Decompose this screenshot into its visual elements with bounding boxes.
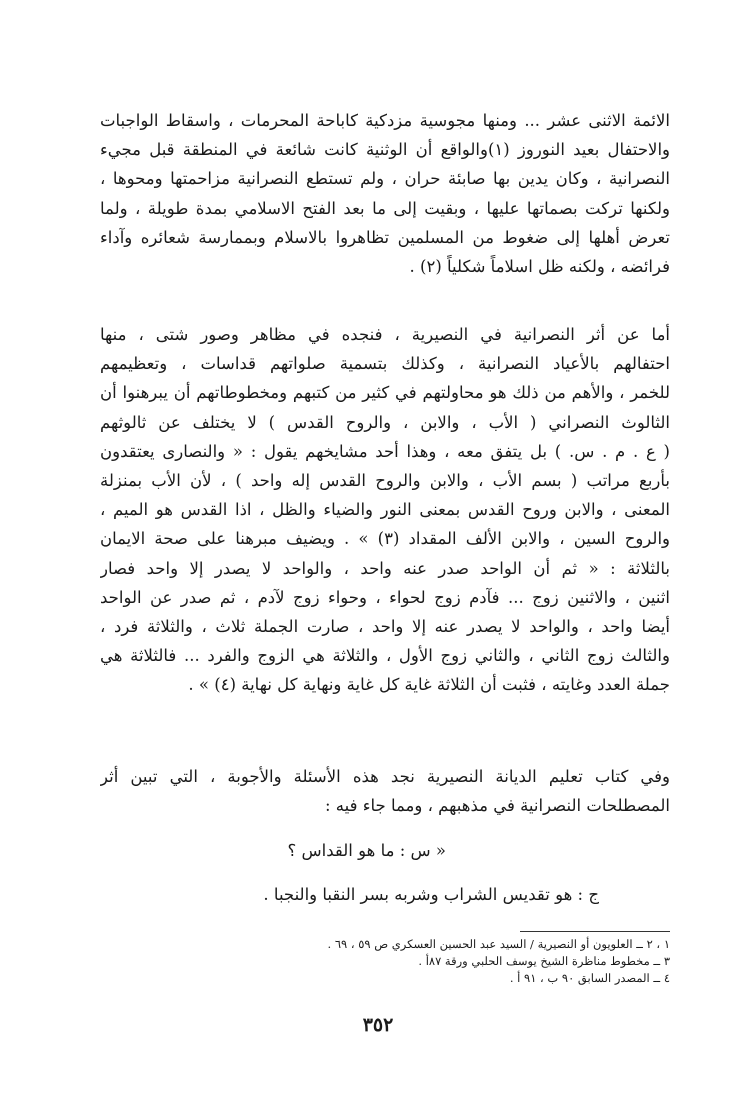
question-line: « س : ما هو القداس ؟ bbox=[287, 841, 446, 860]
text-line: بأربع مراتب ( بسم الأب ، والابن والروح القدس إله واحد ) ، لأن الأب بمنزلة bbox=[100, 471, 670, 491]
text-line: الائمة الاثنى عشر ... ومنها مجوسية مزدكية كاباحة المحرمات ، واسقاط الواجبات bbox=[100, 111, 670, 130]
answer-line: ج : هو تقديس الشراب وشربه بسر النقبا والنجبا . bbox=[263, 885, 599, 904]
text-line: احتفالهم بالأعياد النصرانية ، وكذلك بتسمية صلواتهم قداسات ، وتعظيمهم bbox=[100, 354, 670, 374]
text-line: المعنى ، والابن وروح القدس بمعنى النور والضياء والظل ، اذا القدس هو الميم ، bbox=[100, 500, 670, 520]
text-line: أيضا واحد ، والواحد لا يصدر عنه إلا واحد ، صارت الجملة ثلاث ، والثلاثة فرد ، bbox=[100, 617, 670, 637]
footnotes bbox=[110, 936, 670, 987]
text-line: والثالث زوج الثاني ، والثاني زوج الأول ، والثلاثة هي الزوج والفرد ... فالثلاثة هي bbox=[100, 646, 670, 666]
text-line: النصرانية ، وكان يدين بها صابئة حران ، ولم تستطع النصرانية مزاحمتها ومحوها ، bbox=[100, 169, 670, 189]
text-line: اثنين ، والاثنين زوج ... فآدم زوج لحواء ، وحواء زوج لآدم ، ثم صدر عن الواحد bbox=[100, 587, 670, 607]
text-line: أما عن أثر النصرانية في النصيرية ، فنجده في مظاهر وصور شتى ، منها bbox=[100, 325, 670, 344]
paragraph-1 bbox=[100, 106, 670, 281]
text-line: الثالوث النصراني ( الأب ، والابن ، والروح القدس ) لا يختلف عن ثالوثهم bbox=[100, 412, 670, 432]
text-line: وفي كتاب تعليم الديانة النصيرية نجد هذه الأسئلة والأجوبة ، التي تبين أثر bbox=[100, 767, 670, 786]
text-line: فرائضه ، ولكنه ظل اسلاماً شكلياً (٢) . bbox=[409, 257, 670, 277]
footnote-item: ٣ ــ مخطوط مناظرة الشيخ يوسف الحلبي ورقة ٨٧أ . bbox=[418, 954, 670, 968]
text-line: بالثلاثة : « ثم أن الواحد صدر عنه واحد ، والواحد لا يصدر إلا واحد فصار bbox=[100, 558, 670, 578]
text-line: تعرض أهلها إلى ضغوط من المسلمين تظاهروا بالاسلام وبممارسة شعائره وآداء bbox=[100, 227, 670, 247]
footnote-item: ١ ، ٢ ــ العلويون أو النصيرية / السيد عبد الحسين العسكري ص ٥٩ ، ٦٩ . bbox=[327, 937, 670, 951]
text-line: للخمر ، والأهم من ذلك هو محاولتهم في كثير من كتبهم ومخطوطاتهم أن يبرهنوا أن bbox=[100, 383, 670, 403]
paragraph-3 bbox=[100, 762, 670, 820]
text-line: ولكنها تركت بصماتها عليها ، وبقيت إلى ما بعد الفتح الاسلامي بمدة طويلة ، ولما bbox=[100, 198, 670, 218]
text-line: ( ع . م . س. ) بل يتفق معه ، وهذا أحد مشايخهم يقول : « والنصارى يعتقدون bbox=[100, 441, 670, 461]
text-line: والروح السين ، والابن الألف المقداد (٣) » . ويضيف مبرهنا على صحة الايمان bbox=[100, 529, 670, 549]
text-line: المصطلحات النصرانية في مذهبهم ، ومما جاء فيه : bbox=[325, 796, 670, 816]
footnote-item: ٤ ــ المصدر السابق ٩٠ ب ، ٩١ أ . bbox=[509, 971, 670, 985]
text-line: والاحتفال بعيد النوروز (١)والواقع أن الوثنية كانت شائعة في المنطقة قبل مجيء bbox=[100, 140, 670, 160]
page-number: ٣٥٢ bbox=[362, 1014, 394, 1036]
text-line: جملة العدد وغايته ، فثبت أن الثلاثة غاية كل غاية ونهاية كل نهاية (٤) » . bbox=[188, 675, 670, 695]
footnote-separator bbox=[520, 931, 670, 932]
paragraph-2 bbox=[100, 320, 670, 700]
